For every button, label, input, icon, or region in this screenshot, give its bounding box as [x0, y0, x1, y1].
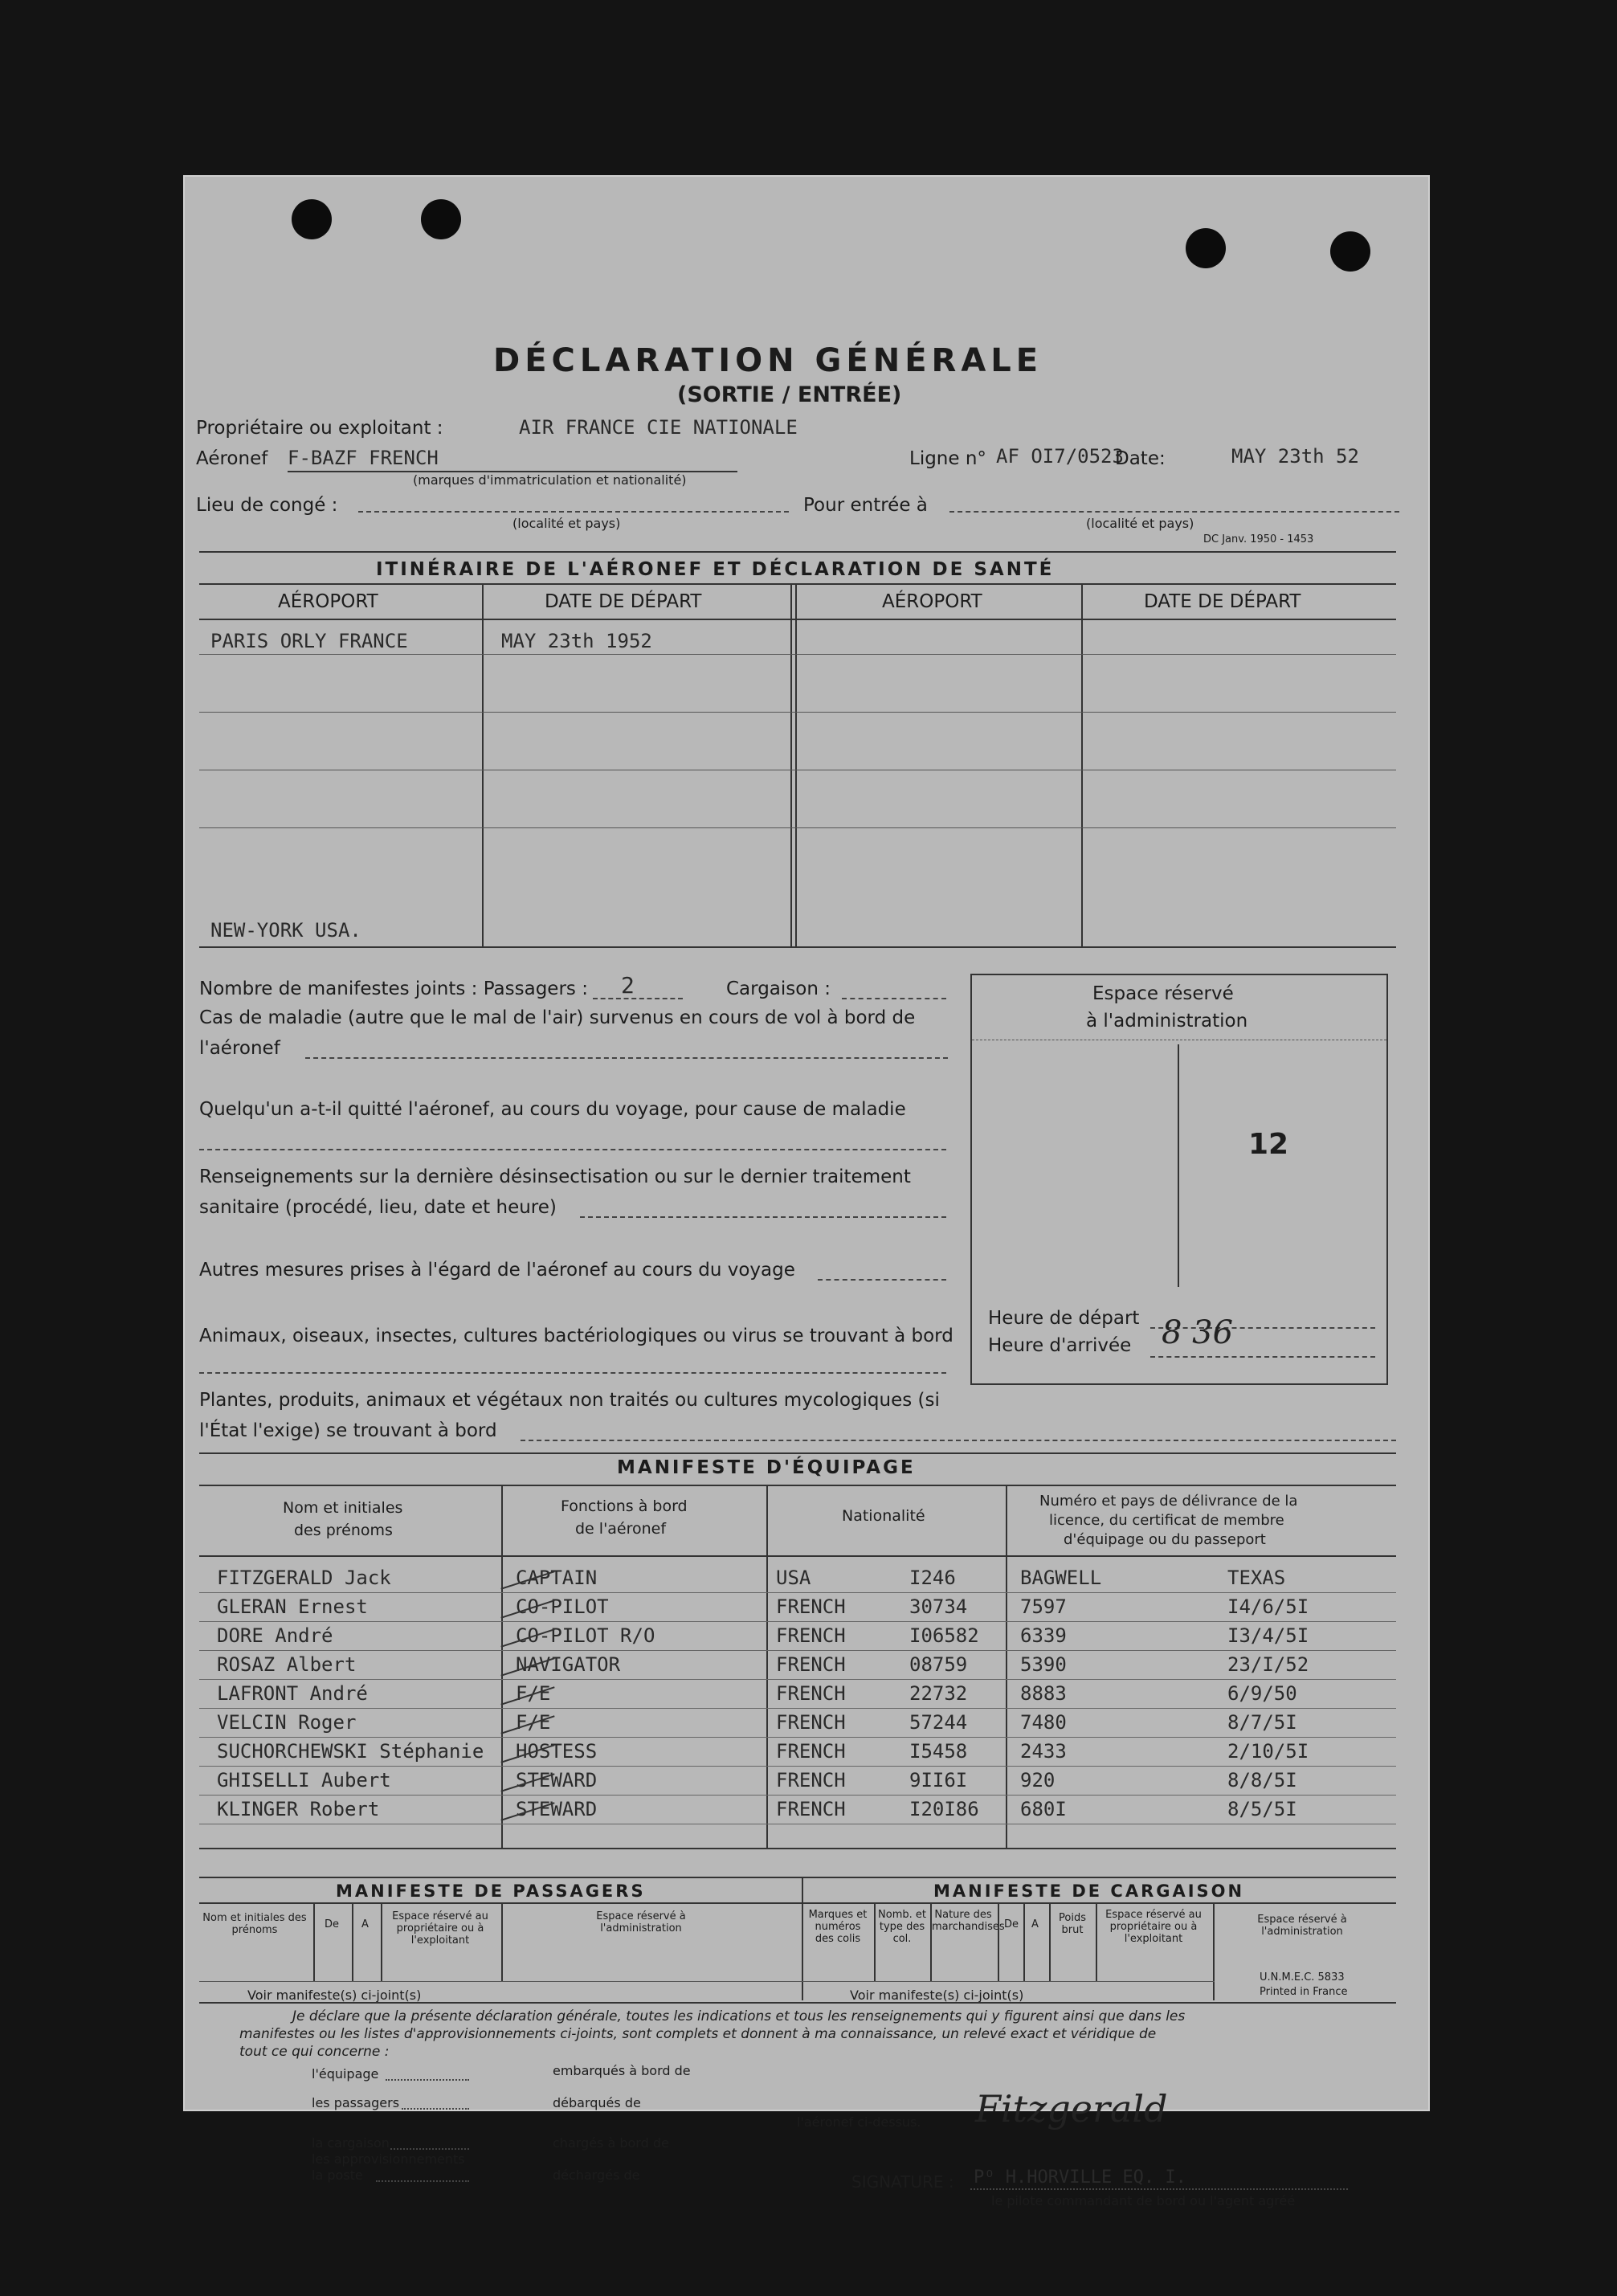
entry-label: Pour entrée à — [803, 495, 928, 516]
disembarked-label: débarqués de — [553, 2095, 641, 2110]
admin-box-title-cont: à l'administration — [1086, 1011, 1248, 1032]
printed-in-france: Printed in France — [1260, 1986, 1348, 1998]
crew-function: STEWARD — [516, 1798, 598, 1820]
cargo-list-label: la cargaison — [312, 2135, 390, 2151]
punch-hole — [421, 199, 461, 239]
crew-list-label: l'équipage — [312, 2066, 379, 2082]
crew-license-date: I3/4/5I — [1227, 1624, 1309, 1647]
aircraft-value: F-BAZF FRENCH — [288, 447, 439, 469]
crew-col-function: Fonctions à bord — [561, 1497, 688, 1515]
declaration-text-end: tout ce qui concerne : — [239, 2044, 390, 2060]
crew-name: ROSAZ Albert — [217, 1653, 357, 1676]
crew-nationality: FRENCH — [776, 1798, 846, 1820]
crew-document-number: I5458 — [909, 1740, 968, 1763]
crew-function: F/E — [516, 1682, 551, 1705]
passengers-list-label: les passagers — [312, 2095, 400, 2110]
owner-value: AIR FRANCE CIE NATIONALE — [519, 416, 798, 439]
cargo-col-owner: Espace réservé au propriétaire ou à l'exploitant — [1105, 1909, 1202, 1945]
declaration-text: Je déclare que la présente déclaration générale, toutes les indications et tous les renseignements qui y figurent ainsi que dans les — [292, 2008, 1186, 2024]
form-org-reference: U.N.M.E.C. 5833 — [1260, 1971, 1345, 1983]
crew-document-number: I06582 — [909, 1624, 979, 1647]
illness-label: Cas de maladie (autre que le mal de l'air) survenus en cours de vol à bord de — [199, 1007, 916, 1028]
crew-col-license-cont2: d'équipage ou du passeport — [1064, 1531, 1266, 1548]
cargo-col-count: Nomb. et type des col. — [878, 1909, 926, 1945]
crew-function: F/E — [516, 1711, 551, 1734]
crew-license-date: I4/6/5I — [1227, 1595, 1309, 1618]
crew-name: LAFRONT André — [217, 1682, 368, 1705]
origin-date: MAY 23th 1952 — [501, 630, 652, 652]
arrival-time-value: 8 36 — [1162, 1314, 1234, 1351]
crew-license-ref: 680I — [1020, 1798, 1067, 1820]
supplies-list-label: les approvisionnements — [312, 2151, 465, 2167]
crew-license-date: 8/7/5I — [1227, 1711, 1297, 1734]
aircraft-above-label: l'aéronef ci-dessus. — [797, 2114, 921, 2130]
crew-nationality: FRENCH — [776, 1682, 846, 1705]
crew-document-number: 57244 — [909, 1711, 968, 1734]
unloaded-label: déchargés de — [553, 2167, 640, 2183]
entry-hint: (localité et pays) — [1086, 516, 1194, 531]
destination-airport: NEW-YORK USA. — [210, 919, 361, 942]
crew-document-number: 22732 — [909, 1682, 968, 1705]
crew-license-ref: BAGWELL — [1020, 1567, 1102, 1589]
mail-list-label: la poste — [312, 2167, 363, 2183]
cargo-manifests-label: Cargaison : — [726, 978, 831, 999]
crew-function: NAVIGATOR — [516, 1653, 621, 1676]
signature-label: SIGNATURE : — [851, 2172, 954, 2192]
punch-hole — [292, 199, 332, 239]
cargo-section-title: MANIFESTE DE CARGAISON — [933, 1881, 1245, 1901]
plants-label-cont: l'État l'exige) se trouvant à bord — [199, 1420, 497, 1441]
form-subtitle: (SORTIE / ENTRÉE) — [677, 382, 902, 407]
loaded-label: chargés à bord de — [553, 2135, 669, 2151]
origin-airport: PARIS ORLY FRANCE — [210, 630, 408, 652]
passenger-manifests-count: 2 — [621, 972, 635, 999]
crew-col-function-cont: de l'aéronef — [575, 1520, 667, 1538]
crew-license-ref: 920 — [1020, 1769, 1056, 1791]
captain-signature: Fitzgerald — [975, 2087, 1168, 2131]
admin-stamp-number: 12 — [1248, 1128, 1289, 1161]
crew-name: GLERAN Ernest — [217, 1595, 368, 1618]
crew-col-name-cont: des prénoms — [294, 1522, 393, 1539]
crew-document-number: 08759 — [909, 1653, 968, 1676]
departure-time-label: Heure de départ — [988, 1308, 1140, 1329]
aircraft-hint: (marques d'immatriculation et nationalité) — [413, 472, 687, 488]
date-value: MAY 23th 52 — [1231, 445, 1359, 468]
crew-function: CAPTAIN — [516, 1567, 598, 1589]
crew-function: CO-PILOT R/O — [516, 1624, 655, 1647]
crew-col-nationality: Nationalité — [842, 1507, 925, 1525]
line-label: Ligne n° — [909, 448, 986, 469]
itinerary-col-date-1: DATE DE DÉPART — [545, 591, 702, 612]
clearance-hint: (localité et pays) — [512, 516, 621, 531]
punch-hole — [1186, 228, 1226, 268]
form-reference: DC Janv. 1950 - 1453 — [1203, 533, 1314, 545]
crew-name: VELCIN Roger — [217, 1711, 357, 1734]
crew-license-date: 8/5/5I — [1227, 1798, 1297, 1820]
crew-name: KLINGER Robert — [217, 1798, 380, 1820]
manifests-label: Nombre de manifestes joints : Passagers : — [199, 978, 588, 999]
passengers-section-title: MANIFESTE DE PASSAGERS — [336, 1881, 646, 1901]
declaration-form — [183, 175, 1430, 2208]
crew-document-number: 30734 — [909, 1595, 968, 1618]
crew-function: HOSTESS — [516, 1740, 598, 1763]
crew-license-date: TEXAS — [1227, 1567, 1286, 1589]
cargo-col-to: A — [1031, 1918, 1039, 1930]
cargo-col-weight: Poids brut — [1059, 1912, 1086, 1936]
owner-label: Propriétaire ou exploitant : — [196, 418, 443, 439]
crew-nationality: FRENCH — [776, 1769, 846, 1791]
crew-license-ref: 8883 — [1020, 1682, 1067, 1705]
passengers-col-owner: Espace réservé au propriétaire ou à l'exploitant — [392, 1910, 488, 1947]
passengers-col-name: Nom et initiales des prénoms — [202, 1912, 307, 1936]
crew-nationality: FRENCH — [776, 1624, 846, 1647]
crew-license-date: 2/10/5I — [1227, 1740, 1309, 1763]
crew-nationality: FRENCH — [776, 1595, 846, 1618]
crew-document-number: I246 — [909, 1567, 956, 1589]
crew-license-ref: 5390 — [1020, 1653, 1067, 1676]
crew-license-ref: 2433 — [1020, 1740, 1067, 1763]
punch-hole — [1330, 231, 1370, 272]
cargo-col-admin: Espace réservé à l'administration — [1257, 1914, 1347, 1938]
crew-name: GHISELLI Aubert — [217, 1769, 391, 1791]
signature-value: Pᴼ H.HORVILLE EQ. I. — [974, 2167, 1186, 2188]
crew-nationality: FRENCH — [776, 1711, 846, 1734]
passengers-col-from: De — [325, 1918, 340, 1930]
crew-col-license-cont: licence, du certificat de membre — [1049, 1512, 1284, 1529]
crew-license-date: 6/9/50 — [1227, 1682, 1297, 1705]
animals-label: Animaux, oiseaux, insectes, cultures bactériologiques ou virus se trouvant à bord — [199, 1326, 953, 1346]
illness-label-cont: l'aéronef — [199, 1038, 280, 1059]
signer-description: le pilote commandant de bord ou l'agent agréé — [991, 2193, 1296, 2208]
left-aircraft-label: Quelqu'un a-t-il quitté l'aéronef, au cours du voyage, pour cause de maladie — [199, 1099, 906, 1120]
crew-document-number: 9II6I — [909, 1769, 968, 1791]
crew-function: STEWARD — [516, 1769, 598, 1791]
crew-nationality: FRENCH — [776, 1653, 846, 1676]
crew-function: CO-PILOT — [516, 1595, 609, 1618]
cargo-col-nature: Nature des marchandises — [932, 1909, 1005, 1933]
crew-name: SUCHORCHEWSKI Stéphanie — [217, 1740, 484, 1763]
itinerary-col-airport-2: AÉROPORT — [882, 591, 982, 612]
clearance-label: Lieu de congé : — [196, 495, 338, 516]
crew-name: DORE André — [217, 1624, 333, 1647]
itinerary-col-date-2: DATE DE DÉPART — [1144, 591, 1301, 612]
cargo-see-attached: Voir manifeste(s) ci-joint(s) — [850, 1988, 1024, 2003]
passengers-col-to: A — [361, 1918, 369, 1930]
crew-name: FITZGERALD Jack — [217, 1567, 391, 1589]
crew-col-license: Numéro et pays de délivrance de la — [1039, 1493, 1298, 1510]
aircraft-label: Aéronef — [196, 448, 268, 469]
crew-section-title: MANIFESTE D'ÉQUIPAGE — [617, 1457, 916, 1478]
passengers-see-attached: Voir manifeste(s) ci-joint(s) — [247, 1988, 422, 2003]
disinsection-label-cont: sanitaire (procédé, lieu, date et heure) — [199, 1197, 557, 1218]
embarked-label: embarqués à bord de — [553, 2063, 691, 2078]
cargo-col-from: De — [1004, 1918, 1019, 1930]
admin-reserved-box — [970, 974, 1388, 1385]
crew-nationality: USA — [776, 1567, 811, 1589]
crew-document-number: I20I86 — [909, 1798, 979, 1820]
itinerary-col-airport-1: AÉROPORT — [278, 591, 378, 612]
declaration-text-cont: manifestes ou les listes d'approvisionnements ci-joints, sont complets et donnent à ma connaissance, un relevé exact et véridique de — [239, 2026, 1157, 2042]
cargo-col-marks: Marques et numéros des colis — [808, 1909, 868, 1945]
crew-license-ref: 6339 — [1020, 1624, 1067, 1647]
other-measures-label: Autres mesures prises à l'égard de l'aéronef au cours du voyage — [199, 1260, 795, 1281]
admin-box-title: Espace réservé — [1092, 983, 1234, 1004]
crew-license-ref: 7480 — [1020, 1711, 1067, 1734]
arrival-time-label: Heure d'arrivée — [988, 1335, 1132, 1356]
date-label: Date: — [1115, 448, 1166, 469]
passengers-col-admin: Espace réservé à l'administration — [596, 1910, 686, 1934]
plants-label: Plantes, produits, animaux et végétaux non traités ou cultures mycologiques (si — [199, 1390, 940, 1411]
crew-license-date: 8/8/5I — [1227, 1769, 1297, 1791]
itinerary-section-title: ITINÉRAIRE DE L'AÉRONEF ET DÉCLARATION DE SANTÉ — [376, 559, 1055, 580]
disinsection-label: Renseignements sur la dernière désinsectisation ou sur le dernier traitement — [199, 1166, 911, 1187]
line-value: AF OI7/0523 — [996, 445, 1124, 468]
crew-nationality: FRENCH — [776, 1740, 846, 1763]
form-title: DÉCLARATION GÉNÉRALE — [493, 342, 1043, 379]
crew-license-ref: 7597 — [1020, 1595, 1067, 1618]
crew-license-date: 23/I/52 — [1227, 1653, 1309, 1676]
crew-col-name: Nom et initiales — [283, 1499, 403, 1517]
